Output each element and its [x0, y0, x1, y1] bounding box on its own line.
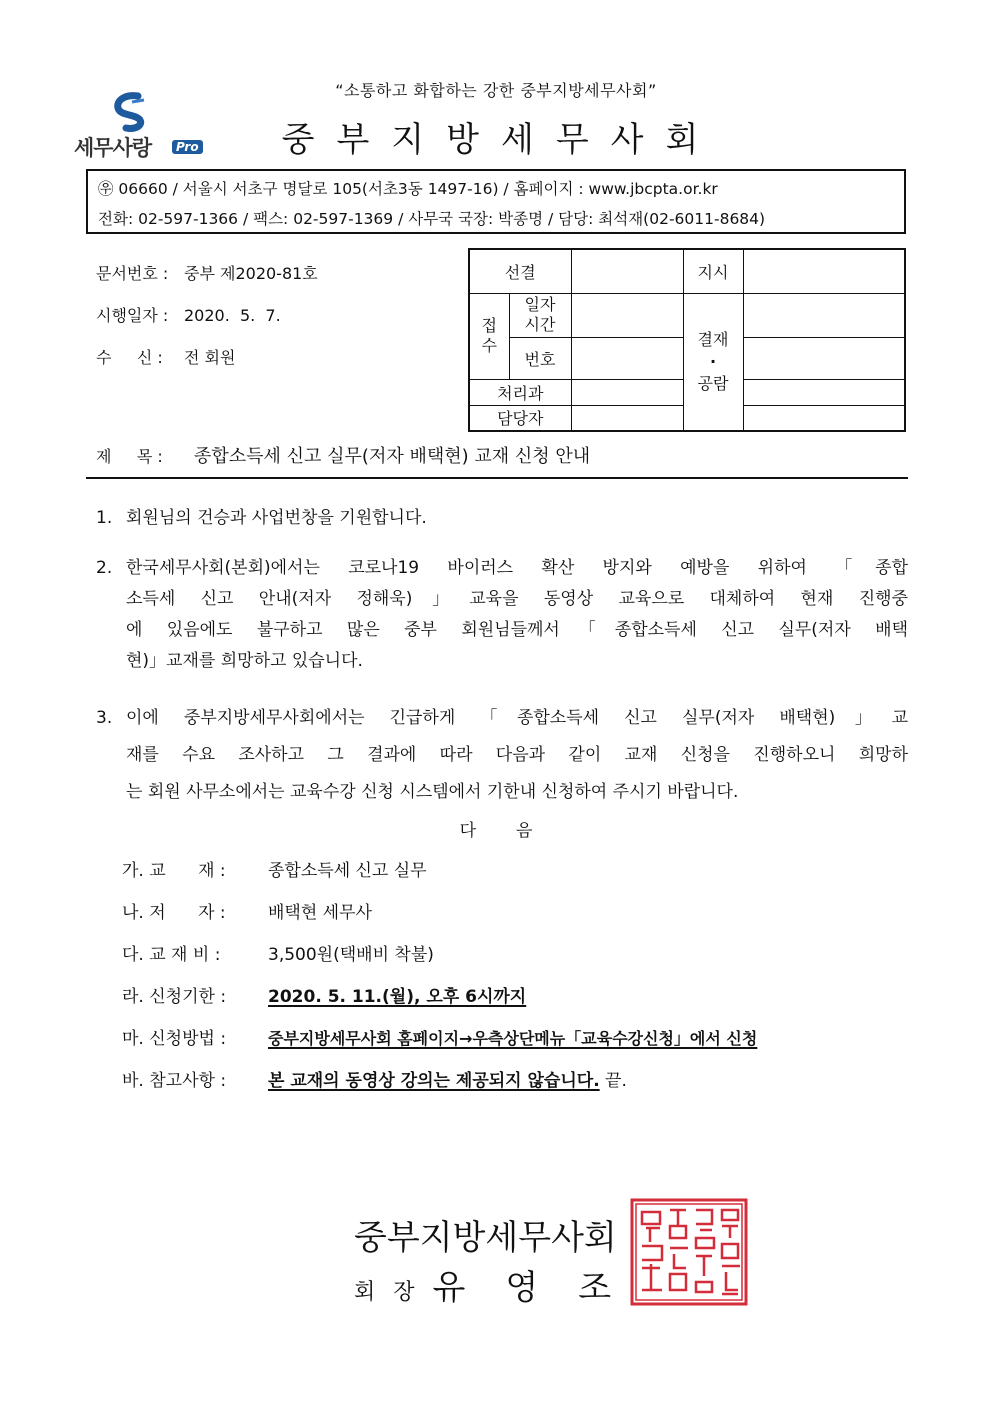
- signature-org: 중부지방세무사회: [354, 1218, 617, 1258]
- issue-date: [96, 303, 281, 326]
- motto: “소통하고 화합하는 강한 중부지방세무사회”: [335, 81, 657, 100]
- paragraph-3: 3. 이에 중부지방세무사회에서는 긴급하게 「종합소득세 신고 실무(저자 배택현)」교 재를 수요 조사하고 그 결과에 따라 다음과 같이 교재 신청을 진행하오니 희망하 는 회원 사무소에서는 교육수강 신청 시스템에서 기한내 신청하여 주시기 바랍니다.: [96, 708, 908, 802]
- cell-blank: [571, 379, 683, 405]
- signature-title: 회장: [354, 1280, 433, 1305]
- doc-number-label: 문서번호 :: [96, 264, 169, 283]
- list-item: 마. 신청방법 : 중부지방세무사회 홈페이지→우측상단메뉴「교육수강신청」에서 신청: [122, 1029, 758, 1049]
- cell-damdangja: 담당자: [469, 405, 571, 431]
- subject-label: 제 목 :: [96, 447, 163, 466]
- address-line: ㉾ 06660 / 서울시 서초구 명달로 105(서초3동 1497-16) / 홈페이지 : www.jbcpta.or.kr: [98, 180, 718, 198]
- approval-table: [468, 248, 906, 432]
- signature-name: 유영조: [432, 1268, 652, 1308]
- paragraph-1: 1. 회원님의 건승과 사업번창을 기원합니다.: [96, 508, 427, 528]
- cell-jeopsu: 접수: [469, 293, 509, 379]
- cell-blank: [743, 405, 905, 431]
- official-seal: [630, 1198, 748, 1306]
- list-item: 바. 참고사항 : 본 교재의 동영상 강의는 제공되지 않습니다. 끝.: [122, 1071, 627, 1091]
- paragraph-2: 2. 한국세무사회(본회)에서는 코로나19 바이러스 확산 방지와 예방을 위하여 「종합 소득세 신고 안내(저자 정해욱)」교육을 동영상 교육으로 대체하여 현재 진행중 에 있음에도 불구하고 많은 중부 회원님들께서「종합소득세 신고 실무(저자 배택 현)」교재를 희망하고 있습니다.: [96, 558, 908, 671]
- list-item: 나. 저 자 : 배택현 세무사: [122, 903, 372, 923]
- issue-date-value: 2020. 5. 7.: [184, 306, 281, 325]
- list-item: 다. 교 재 비 : 3,500원(택배비 착불): [122, 945, 434, 965]
- cell-gyeoljae-gongram: 결재 · 공람: [683, 293, 743, 431]
- list-item: 라. 신청기한 : 2020. 5. 11.(월), 오후 6시까지: [122, 987, 527, 1007]
- cell-beonho: 번호: [509, 337, 571, 379]
- recipient-label: 수 신 :: [96, 348, 163, 367]
- cell-seongyeol: 선결: [469, 249, 571, 293]
- cell-blank: [571, 293, 683, 337]
- subject: [96, 442, 590, 468]
- cell-blank: [743, 249, 905, 293]
- cell-blank: [571, 249, 683, 293]
- address-box: [86, 169, 906, 234]
- list-item: 가. 교 재 : 종합소득세 신고 실무: [122, 861, 427, 881]
- subject-value: 종합소득세 신고 실무(저자 배택현) 교재 신청 안내: [194, 446, 591, 467]
- logo-text: 세무사랑: [74, 136, 152, 160]
- recipient-value: 전 회원: [184, 348, 236, 367]
- divider: [86, 477, 908, 479]
- cell-ilja-sigan: 일자 시간: [509, 293, 571, 337]
- doc-number: [96, 261, 318, 284]
- cell-blank: [571, 337, 683, 379]
- cell-blank: [743, 379, 905, 405]
- cell-jisi: 지시: [683, 249, 743, 293]
- signature-president: [354, 1260, 651, 1309]
- seal-icon: [630, 1198, 748, 1306]
- cell-blank: [571, 405, 683, 431]
- doc-number-value: 중부 제2020-81호: [184, 264, 318, 283]
- note-heading: 다음: [459, 821, 573, 841]
- cell-cheorigwa: 처리과: [469, 379, 571, 405]
- logo-badge: Pro: [172, 140, 203, 154]
- contact-line: 전화: 02-597-1366 / 팩스: 02-597-1369 / 사무국 국장: 박종명 / 담당: 최석재(02-6011-8684): [98, 210, 766, 228]
- cell-blank: [743, 337, 905, 379]
- cell-blank: [743, 293, 905, 337]
- recipient: [96, 345, 235, 368]
- org-title: 중부지방세무사회: [281, 120, 721, 160]
- issue-date-label: 시행일자 :: [96, 306, 169, 325]
